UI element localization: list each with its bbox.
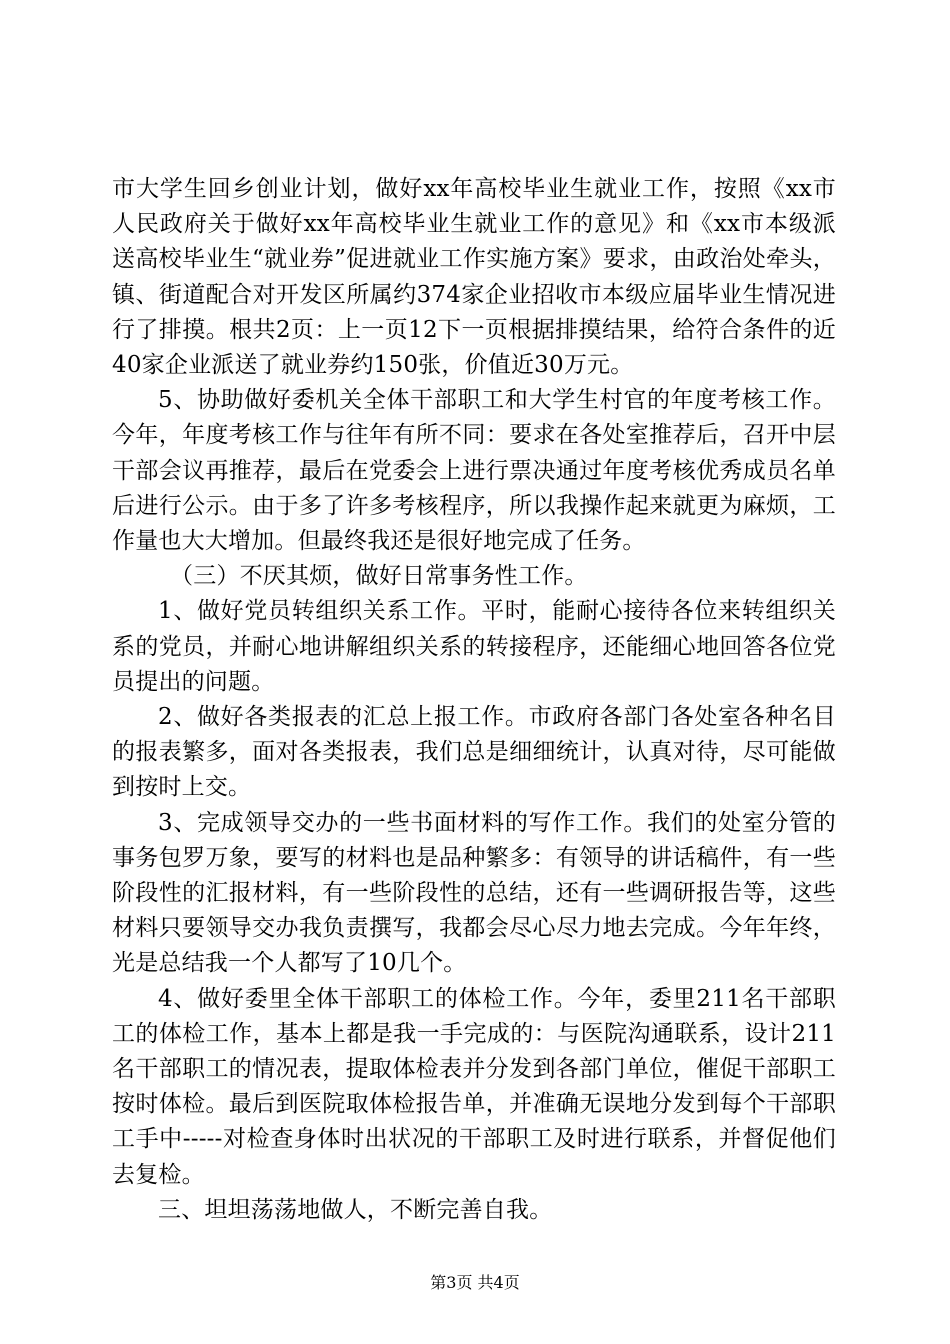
paragraph-writing-work: 3、完成领导交办的一些书面材料的写作工作。我们的处室分管的事务包罗万象，要写的材料也是品种繁多：有领导的讲话稿件，有一些阶段性的汇报材料，有一些阶段性的总结，还有一些调研报告等，这些材料只要领导交办我负责撰写，我都会尽心尽力地去完成。今年年终，光是总结我一个人都写了10几个。 (112, 809, 836, 977)
paragraph-annual-assessment: 5、协助做好委机关全体干部职工和大学生村官的年度考核工作。今年，年度考核工作与往年有所不同：要求在各处室推荐后，召开中层干部会议再推荐，最后在党委会上进行票决通过年度考核优秀成员名单后进行公示。由于多了许多考核程序，所以我操作起来就更为麻烦，工作量也大大增加。但最终我还是很好地完成了任务。 (112, 387, 836, 555)
document-body (112, 172, 836, 1228)
paragraph-employment-plan: 市大学生回乡创业计划，做好xx年高校毕业生就业工作，按照《xx市人民政府关于做好xx年高校毕业生就业工作的意见》和《xx市本级派送高校毕业生“就业券”促进就业工作实施方案》要求，由政治处牵头，镇、街道配合对开发区所属约374家企业招收市本级应届毕业生情况进行了排摸。根共2页：上一页12下一页根据排摸结果，给符合条件的近40家企业派送了就业券约150张，价值近30万元。 (112, 176, 836, 379)
paragraph-reports: 2、做好各类报表的汇总上报工作。市政府各部门各处室各种名目的报表繁多，面对各类报表，我们总是细细统计，认真对待，尽可能做到按时上交。 (112, 704, 836, 801)
section-heading-routine-work: （三）不厌其烦，做好日常事务性工作。 (170, 563, 588, 590)
paragraph-party-relations: 1、做好党员转组织关系工作。平时，能耐心接待各位来转组织关系的党员，并耐心地讲解组织关系的转接程序，还能细心地回答各位党员提出的问题。 (112, 598, 836, 695)
page-footer: 第3页 共4页 (430, 1273, 520, 1292)
section-heading-self-improvement: 三、坦坦荡荡地做人，不断完善自我。 (158, 1196, 553, 1223)
paragraph-health-check: 4、做好委里全体干部职工的体检工作。今年，委里211名干部职工的体检工作，基本上都是我一手完成的：与医院沟通联系，设计211名干部职工的情况表，提取体检表并分发到各部门单位，催促干部职工按时体检。最后到医院取体检报告单，并准确无误地分发到每个干部职工手中-----对检查身体时出状况的干部职工及时进行联系，并督促他们去复检。 (112, 985, 836, 1188)
